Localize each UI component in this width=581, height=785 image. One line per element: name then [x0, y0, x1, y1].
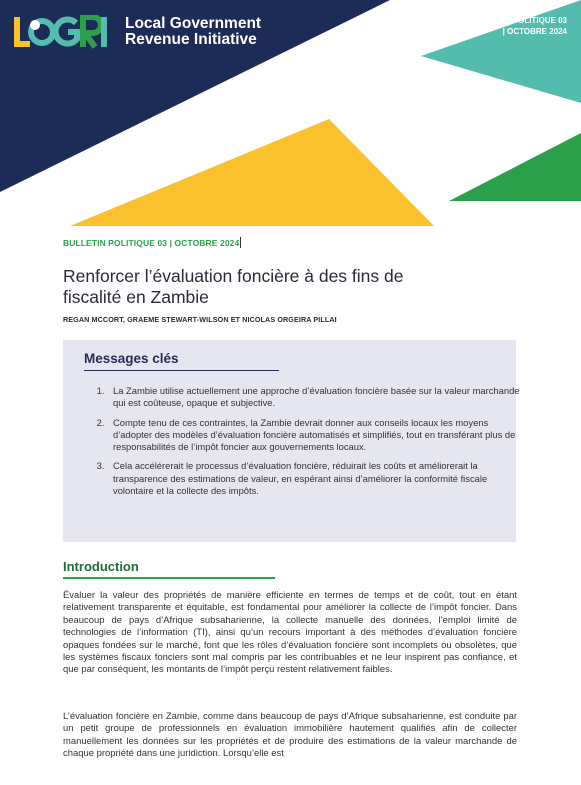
key-messages-panel	[63, 340, 520, 542]
key-messages-heading: Messages clés	[84, 351, 179, 366]
key-message-item: 1. La Zambie utilise actuellement une approche d’évaluation foncière basée sur la valeur marchande qui est coûteuse, opaque et subjective.	[107, 385, 525, 410]
introduction-heading: Introduction	[63, 559, 139, 574]
document-meta	[63, 237, 241, 248]
header-bulletin-line2: | OCTOBRE 2024	[502, 26, 567, 36]
introduction-paragraph: L’évaluation foncière en Zambie, comme dans beaucoup de pays d’Afrique subsaharienne, est conduite par un petit groupe de professionnels en évaluation immobilière hautement qualifiés afin de collecter manuellement les données sur les propriétés et de produire des estimations de la valeur marchande de chaque propriété dans une juridiction. Lorsqu’elle est	[63, 711, 517, 760]
document-meta-text: BULLETIN POLITIQUE 03 | OCTOBRE 2024	[63, 238, 240, 248]
brand-name-line1: Local Government	[125, 14, 262, 32]
document-title: Renforcer l’évaluation foncière à des fins de fiscalité en Zambie	[63, 266, 404, 307]
introduction-divider	[63, 577, 275, 579]
introduction-paragraph: Évaluer la valeur des propriétés de manière efficiente en termes de temps et de coût, tout en étant relativement transparente et équitable, est fondamental pour améliorer la collecte de l’impôt foncier. Dans beaucoup de pays d’Afrique subsaharienne, la collecte manuelle des données, l’emploi limité de technologies de l’information (TI), ainsi qu’un recours important à des méthodes d’évaluation foncière opaques fondées sur le marché, font que les rôles d’évaluation foncière sont incomplets ou obsolètes, que les systèmes fiscaux fonciers sont mal compris par les contribuables et ne leur inspirent pas confiance, et que par conséquent, les montants de l’impôt perçu restent relativement faibles.	[63, 590, 517, 676]
green-shape	[449, 133, 581, 201]
document-authors: REGAN MCCORT, GRAEME STEWART-WILSON ET NICOLAS ORGEIRA PILLAI	[63, 315, 337, 324]
logo-icon	[13, 15, 109, 49]
key-messages-divider	[84, 370, 279, 371]
header-bulletin-line1: BULLETIN POLITIQUE 03	[470, 16, 567, 25]
key-message-item: 2. Compte tenu de ces contraintes, la Zambie devrait donner aux conseils locaux les moyens d’adopter des modèles d’évaluation foncière automatisés et simplifiés, tout en transférant plus de responsabilités de l’impôt foncier aux gouvernements locaux.	[107, 417, 525, 454]
key-messages-list	[84, 385, 525, 504]
yellow-shape	[70, 119, 434, 226]
text-cursor	[240, 237, 241, 248]
logri-logo-mark	[13, 15, 109, 49]
cover-banner	[0, 0, 581, 232]
brand-name-line2: Revenue Initiative	[125, 31, 257, 48]
header-bulletin-label	[447, 16, 567, 37]
brand-name	[125, 16, 261, 49]
brand-logo	[13, 15, 261, 49]
key-message-item: 3. Cela accélérerait le processus d’évaluation foncière, réduirait les coûts et améliorerait la transparence des estimations de valeur, en espérant ainsi d’améliorer la conformité fiscale volontaire et la collecte des impôts.	[107, 460, 525, 497]
